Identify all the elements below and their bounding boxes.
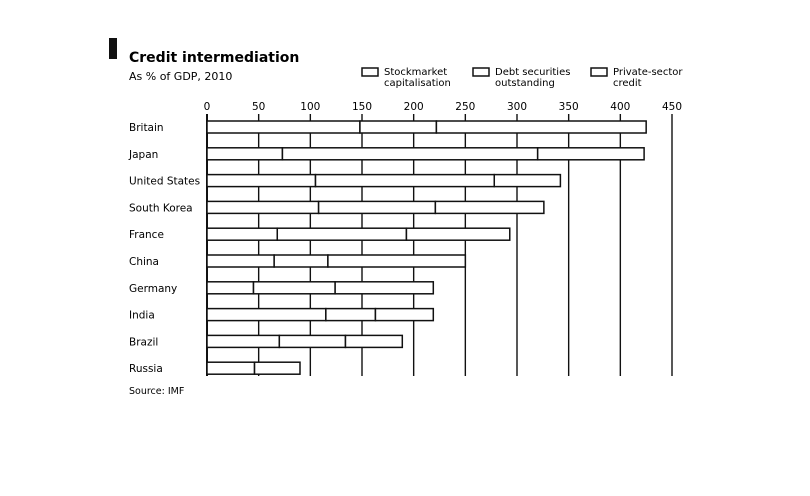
category-label: China <box>129 256 159 268</box>
bars <box>207 121 646 374</box>
legend-label-debt-1: Debt securities <box>495 67 571 78</box>
category-labels <box>128 122 200 375</box>
bar-segment-series-2 <box>316 175 495 187</box>
category-label: Britain <box>129 122 164 134</box>
bar-segment-series-2 <box>326 309 376 321</box>
x-tick-label: 200 <box>403 101 424 113</box>
bar-segment-series-1 <box>207 335 279 347</box>
legend-label-stockmarket-1: Stockmarket <box>384 67 448 78</box>
legend-label-stockmarket-2: capitalisation <box>384 78 451 89</box>
bar-segment-series-3 <box>406 228 509 240</box>
source-note: Source: IMF <box>129 386 185 397</box>
bar-segment-series-1 <box>207 255 274 267</box>
legend-label-private-1: Private-sector <box>613 67 683 78</box>
category-label: Germany <box>129 282 178 295</box>
category-label: South Korea <box>129 202 193 215</box>
legend-swatch-debt <box>473 68 489 76</box>
bar-segment-series-1 <box>207 282 254 294</box>
bar-segment-series-2 <box>279 335 345 347</box>
category-label: Japan <box>129 148 159 161</box>
bar-segment-series-2 <box>319 201 436 213</box>
bar-segment-series-2 <box>254 282 336 294</box>
legend-label-debt-2: outstanding <box>495 78 555 89</box>
bar-segment-series-1 <box>207 362 255 374</box>
bar-segment-series-1 <box>207 228 277 240</box>
title-marker <box>109 38 117 59</box>
bar-segment-series-1 <box>207 309 326 321</box>
bar-segment-series-3 <box>538 148 644 160</box>
legend-swatch-stockmarket <box>362 68 378 76</box>
bar-segment-series-1 <box>207 175 316 187</box>
legend-label-private-2: credit <box>613 78 642 89</box>
x-tick-label: 250 <box>455 101 476 113</box>
bar-segment-series-3 <box>436 121 646 133</box>
x-tick-label: 400 <box>610 101 631 113</box>
chart-subtitle: As % of GDP, 2010 <box>129 70 233 83</box>
category-label: France <box>129 229 164 242</box>
bar-segment-series-3 <box>494 175 560 187</box>
category-label: Russia <box>129 363 163 376</box>
x-tick-label: 50 <box>251 101 266 113</box>
legend <box>362 67 683 89</box>
x-tick-label: 0 <box>203 101 211 113</box>
bar-segment-series-3 <box>255 362 300 374</box>
category-label: India <box>129 309 155 322</box>
bar-segment-series-1 <box>207 148 282 160</box>
x-tick-label: 450 <box>661 101 683 113</box>
chart-title: Credit intermediation <box>129 50 300 66</box>
bar-segment-series-3 <box>375 309 433 321</box>
bar-segment-series-3 <box>435 201 544 213</box>
bar-segment-series-3 <box>345 335 402 347</box>
bar-segment-series-1 <box>207 121 360 133</box>
bar-segment-series-3 <box>328 255 465 267</box>
x-tick-label: 100 <box>300 101 321 113</box>
category-label: United States <box>129 175 201 188</box>
category-label: Brazil <box>129 336 159 349</box>
bar-segment-series-2 <box>274 255 328 267</box>
bar-segment-series-3 <box>335 282 433 294</box>
x-tick-label: 150 <box>351 101 373 113</box>
bar-segment-series-1 <box>207 201 319 213</box>
legend-swatch-private <box>591 68 607 76</box>
x-tick-label: 300 <box>506 101 528 113</box>
bar-segment-series-2 <box>360 121 436 133</box>
x-axis-ticks <box>204 101 682 113</box>
bar-segment-series-2 <box>282 148 537 160</box>
x-tick-label: 350 <box>558 101 579 113</box>
bar-segment-series-2 <box>277 228 406 240</box>
